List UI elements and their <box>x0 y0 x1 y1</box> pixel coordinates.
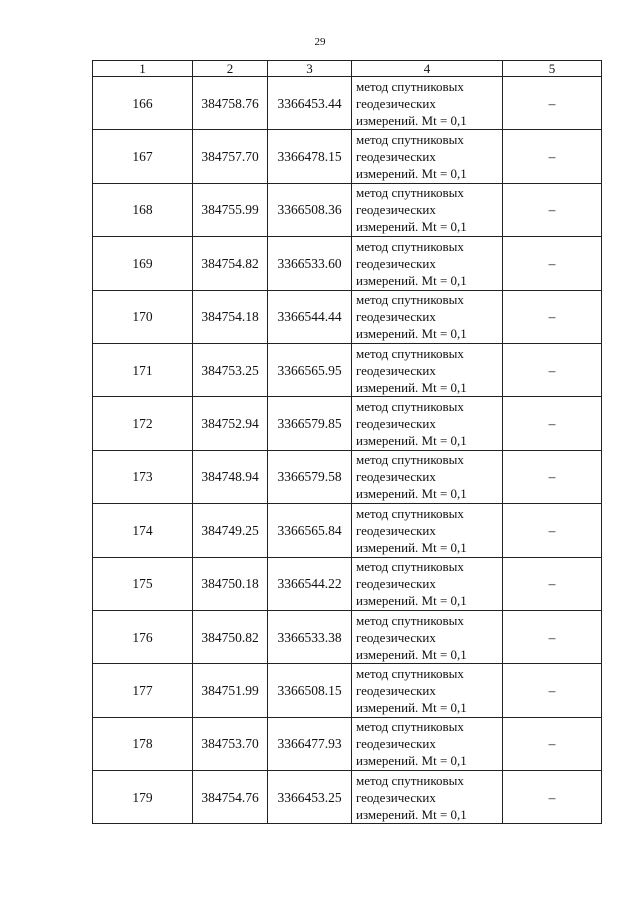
method-description <box>352 343 503 396</box>
method-line: измерений. Mt = 0,1 <box>356 272 467 288</box>
method-line: измерений. Mt = 0,1 <box>356 219 467 235</box>
table-row <box>93 343 602 396</box>
point-number: 169 <box>93 237 193 290</box>
method-line: геодезических <box>356 362 436 378</box>
point-number: 178 <box>93 717 193 770</box>
method-description <box>352 504 503 557</box>
note-value: – <box>503 130 602 183</box>
method-line: метод спутниковых <box>356 772 464 788</box>
point-number: 167 <box>93 130 193 183</box>
coordinate-y: 3366544.44 <box>268 290 352 343</box>
note-value: – <box>503 610 602 663</box>
column-header: 4 <box>352 61 503 77</box>
method-line: измерений. Mt = 0,1 <box>356 806 467 822</box>
method-line: измерений. Mt = 0,1 <box>356 646 467 662</box>
coordinate-y: 3366533.38 <box>268 610 352 663</box>
coordinate-y: 3366478.15 <box>268 130 352 183</box>
note-value: – <box>503 664 602 717</box>
table-row <box>93 237 602 290</box>
coordinate-y: 3366508.15 <box>268 664 352 717</box>
coordinate-x: 384750.18 <box>193 557 268 610</box>
coordinate-x: 384750.82 <box>193 610 268 663</box>
coordinate-x: 384755.99 <box>193 183 268 236</box>
method-line: метод спутниковых <box>356 292 464 308</box>
point-number: 176 <box>93 610 193 663</box>
method-line: измерений. Mt = 0,1 <box>356 593 467 609</box>
method-line: геодезических <box>356 682 436 698</box>
coordinate-x: 384757.70 <box>193 130 268 183</box>
table-row <box>93 77 602 130</box>
column-header: 1 <box>93 61 193 77</box>
coordinate-y: 3366565.95 <box>268 343 352 396</box>
method-description <box>352 397 503 450</box>
coordinate-y: 3366579.85 <box>268 397 352 450</box>
method-description <box>352 717 503 770</box>
method-line: метод спутниковых <box>356 719 464 735</box>
point-number: 174 <box>93 504 193 557</box>
method-line: измерений. Mt = 0,1 <box>356 379 467 395</box>
note-value: – <box>503 504 602 557</box>
coordinate-y: 3366508.36 <box>268 183 352 236</box>
table-row <box>93 397 602 450</box>
point-number: 173 <box>93 450 193 503</box>
note-value: – <box>503 397 602 450</box>
method-line: метод спутниковых <box>356 345 464 361</box>
method-line: измерений. Mt = 0,1 <box>356 753 467 769</box>
method-description <box>352 183 503 236</box>
coordinate-y: 3366533.60 <box>268 237 352 290</box>
coordinate-y: 3366544.22 <box>268 557 352 610</box>
point-number: 170 <box>93 290 193 343</box>
method-line: метод спутниковых <box>356 559 464 575</box>
table-header-row <box>93 61 602 77</box>
coordinate-x: 384753.25 <box>193 343 268 396</box>
method-line: геодезических <box>356 309 436 325</box>
method-line: измерений. Mt = 0,1 <box>356 326 467 342</box>
note-value: – <box>503 557 602 610</box>
column-header: 3 <box>268 61 352 77</box>
coordinate-x: 384758.76 <box>193 77 268 130</box>
coordinate-y: 3366453.44 <box>268 77 352 130</box>
method-line: метод спутниковых <box>356 665 464 681</box>
point-number: 168 <box>93 183 193 236</box>
method-line: геодезических <box>356 202 436 218</box>
method-line: метод спутниковых <box>356 132 464 148</box>
point-number: 179 <box>93 771 193 824</box>
method-line: геодезических <box>356 629 436 645</box>
method-line: измерений. Mt = 0,1 <box>356 486 467 502</box>
coordinates-table <box>92 60 602 824</box>
table-row <box>93 183 602 236</box>
method-line: геодезических <box>356 576 436 592</box>
coordinate-y: 3366579.58 <box>268 450 352 503</box>
note-value: – <box>503 450 602 503</box>
coordinates-table-body <box>93 61 602 824</box>
table-row <box>93 290 602 343</box>
method-line: измерений. Mt = 0,1 <box>356 699 467 715</box>
method-line: метод спутниковых <box>356 399 464 415</box>
coordinate-x: 384748.94 <box>193 450 268 503</box>
method-description <box>352 237 503 290</box>
coordinate-x: 384753.70 <box>193 717 268 770</box>
note-value: – <box>503 183 602 236</box>
method-line: геодезических <box>356 736 436 752</box>
method-line: геодезических <box>356 522 436 538</box>
method-line: геодезических <box>356 789 436 805</box>
method-description <box>352 610 503 663</box>
point-number: 171 <box>93 343 193 396</box>
method-line: геодезических <box>356 255 436 271</box>
method-line: измерений. Mt = 0,1 <box>356 433 467 449</box>
method-description <box>352 450 503 503</box>
coordinate-x: 384752.94 <box>193 397 268 450</box>
point-number: 175 <box>93 557 193 610</box>
coordinate-y: 3366565.84 <box>268 504 352 557</box>
table-row <box>93 664 602 717</box>
column-header: 2 <box>193 61 268 77</box>
method-description <box>352 130 503 183</box>
note-value: – <box>503 290 602 343</box>
table-row <box>93 504 602 557</box>
method-line: метод спутниковых <box>356 452 464 468</box>
coordinate-x: 384749.25 <box>193 504 268 557</box>
method-line: геодезических <box>356 95 436 111</box>
column-header: 5 <box>503 61 602 77</box>
method-line: геодезических <box>356 469 436 485</box>
method-description <box>352 771 503 824</box>
coordinate-x: 384754.76 <box>193 771 268 824</box>
note-value: – <box>503 237 602 290</box>
method-line: метод спутниковых <box>356 612 464 628</box>
method-line: измерений. Mt = 0,1 <box>356 539 467 555</box>
coordinate-x: 384754.18 <box>193 290 268 343</box>
note-value: – <box>503 717 602 770</box>
method-description <box>352 664 503 717</box>
table-row <box>93 450 602 503</box>
coordinate-x: 384751.99 <box>193 664 268 717</box>
table-row <box>93 771 602 824</box>
method-line: измерений. Mt = 0,1 <box>356 112 467 128</box>
note-value: – <box>503 771 602 824</box>
method-description <box>352 77 503 130</box>
method-line: геодезических <box>356 149 436 165</box>
table-row <box>93 610 602 663</box>
point-number: 177 <box>93 664 193 717</box>
point-number: 166 <box>93 77 193 130</box>
method-line: метод спутниковых <box>356 185 464 201</box>
point-number: 172 <box>93 397 193 450</box>
table-row <box>93 717 602 770</box>
method-description <box>352 290 503 343</box>
note-value: – <box>503 77 602 130</box>
coordinate-y: 3366453.25 <box>268 771 352 824</box>
note-value: – <box>503 343 602 396</box>
method-line: метод спутниковых <box>356 505 464 521</box>
method-line: метод спутниковых <box>356 238 464 254</box>
method-description <box>352 557 503 610</box>
table-row <box>93 130 602 183</box>
method-line: измерений. Mt = 0,1 <box>356 166 467 182</box>
method-line: метод спутниковых <box>356 78 464 94</box>
coordinate-x: 384754.82 <box>193 237 268 290</box>
coordinate-y: 3366477.93 <box>268 717 352 770</box>
page-number: 29 <box>314 36 326 48</box>
method-line: геодезических <box>356 416 436 432</box>
table-row <box>93 557 602 610</box>
